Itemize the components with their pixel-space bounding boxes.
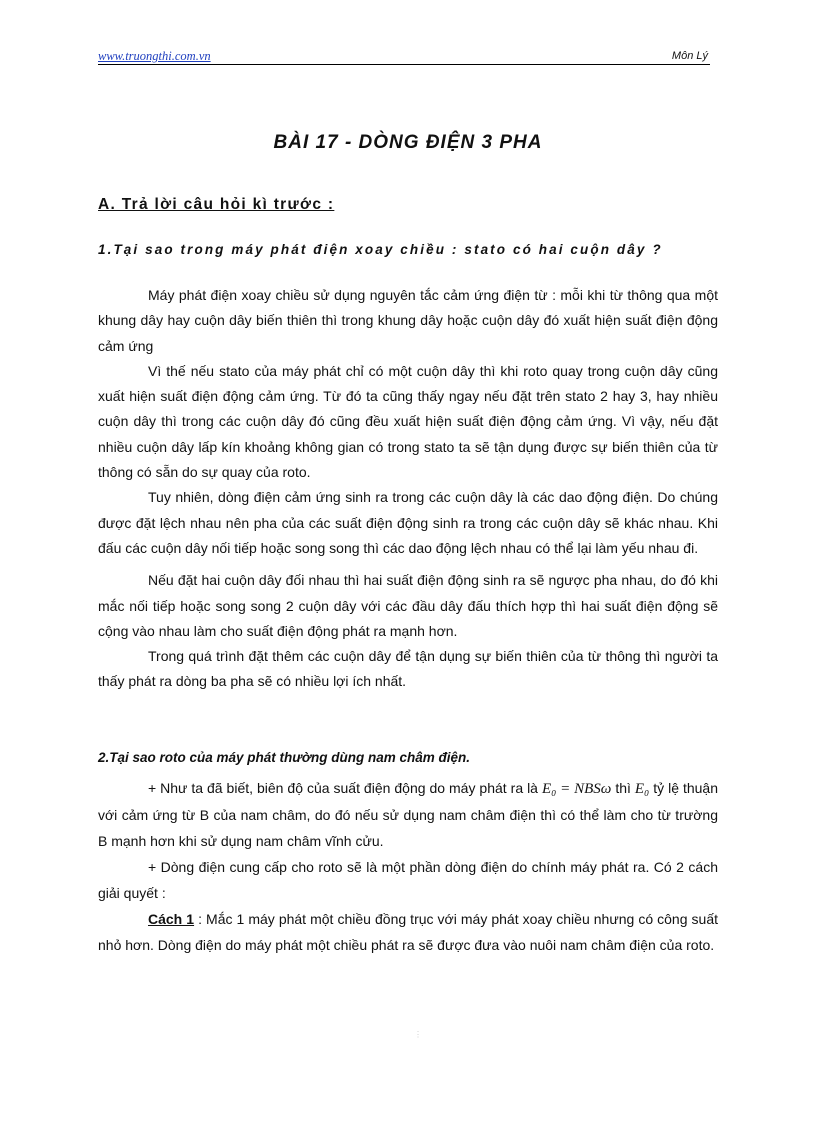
- question-1-answer: [98, 283, 718, 695]
- page-mark: ⋮: [414, 1030, 422, 1039]
- paragraph: + Dòng điện cung cấp cho roto sẽ là một phần dòng điện do chính máy phát ra. Có 2 cách giải quyết :: [98, 859, 718, 901]
- question-1-heading: 1.Tại sao trong máy phát điện xoay chiều : stato có hai cuộn dây ?: [98, 242, 663, 257]
- text: + Như ta đã biết, biên độ của suất điện động do máy phát ra là: [148, 780, 538, 796]
- subject-label: Môn Lý: [671, 50, 708, 62]
- formula: E₀ = NBSω: [541, 781, 612, 797]
- page-title: BÀI 17 - DÒNG ĐIỆN 3 PHA: [273, 132, 543, 153]
- text: : Mắc 1 máy phát một chiều đồng trục với máy phát xoay chiều nhưng có công suất nhỏ hơn. Dòng điện do máy phát một chiều phát ra sẽ được đưa vào nuôi nam châm điện của roto.: [98, 911, 718, 953]
- text: tỷ lệ thuận với cảm ứng từ B của nam châm, do đó nếu sử dụng nam châm điện thì có thể làm cho từ trường B mạnh hơn khi sử dụng nam châm vĩnh cửu.: [98, 780, 718, 849]
- formula: E₀: [634, 781, 650, 797]
- question-2-answer: [98, 775, 718, 958]
- paragraph: Vì thế nếu stato của máy phát chỉ có một cuộn dây thì khi roto quay trong cuộn dây cũng xuất hiện suất điện động cảm ứng. Từ đó ta cũng thấy ngay nếu đặt trên stato 2 hay 3, hay nhiều cuộn dây thì trong các cuộn dây đó cũng đều xuất hiện suất điện động cảm ứng. Vì vậy, nếu đặt nhiều cuộn dây lấp kín khoảng không gian có trong stato ta sẽ tận dụng được sự biến thiên của từ thông có sẵn do sự quay của roto.: [98, 362, 718, 481]
- website-link[interactable]: www.truongthi.com.vn: [98, 49, 211, 63]
- page-header: [98, 48, 710, 65]
- section-a-heading: A. Trả lời câu hỏi kì trước :: [98, 196, 335, 213]
- paragraph: Trong quá trình đặt thêm các cuộn dây để tận dụng sự biến thiên của từ thông thì người ta thấy phát ra dòng ba pha sẽ có nhiều lợi ích nhất.: [98, 648, 718, 690]
- paragraph: Tuy nhiên, dòng điện cảm ứng sinh ra trong các cuộn dây là các dao động điện. Do chúng được đặt lệch nhau nên pha của các suất điện động sinh ra trong các cuộn dây sẽ khác nhau. Khi đấu các cuộn dây nối tiếp hoặc song song thì các dao động lệch nhau có thể lại làm yếu nhau đi.: [98, 489, 718, 556]
- paragraph: [98, 906, 718, 958]
- text: thì: [615, 780, 631, 796]
- paragraph: Nếu đặt hai cuộn dây đối nhau thì hai suất điện động sinh ra sẽ ngược pha nhau, do đó khi mắc nối tiếp hoặc song song 2 cuộn dây với các đầu dây đấu thích hợp thì hai suất điện động sẽ cộng vào nhau làm cho suất điện động phát ra mạnh hơn.: [98, 572, 718, 639]
- cach-1-label: Cách 1: [148, 911, 195, 927]
- question-2-heading: 2.Tại sao roto của máy phát thường dùng nam châm điện.: [98, 750, 471, 765]
- paragraph: [98, 775, 718, 854]
- paragraph: Máy phát điện xoay chiều sử dụng nguyên tắc cảm ứng điện từ : mỗi khi từ thông qua một khung dây hay cuộn dây biến thiên thì trong khung dây hoặc cuộn dây đó xuất hiện suất điện động cảm ứng: [98, 287, 718, 354]
